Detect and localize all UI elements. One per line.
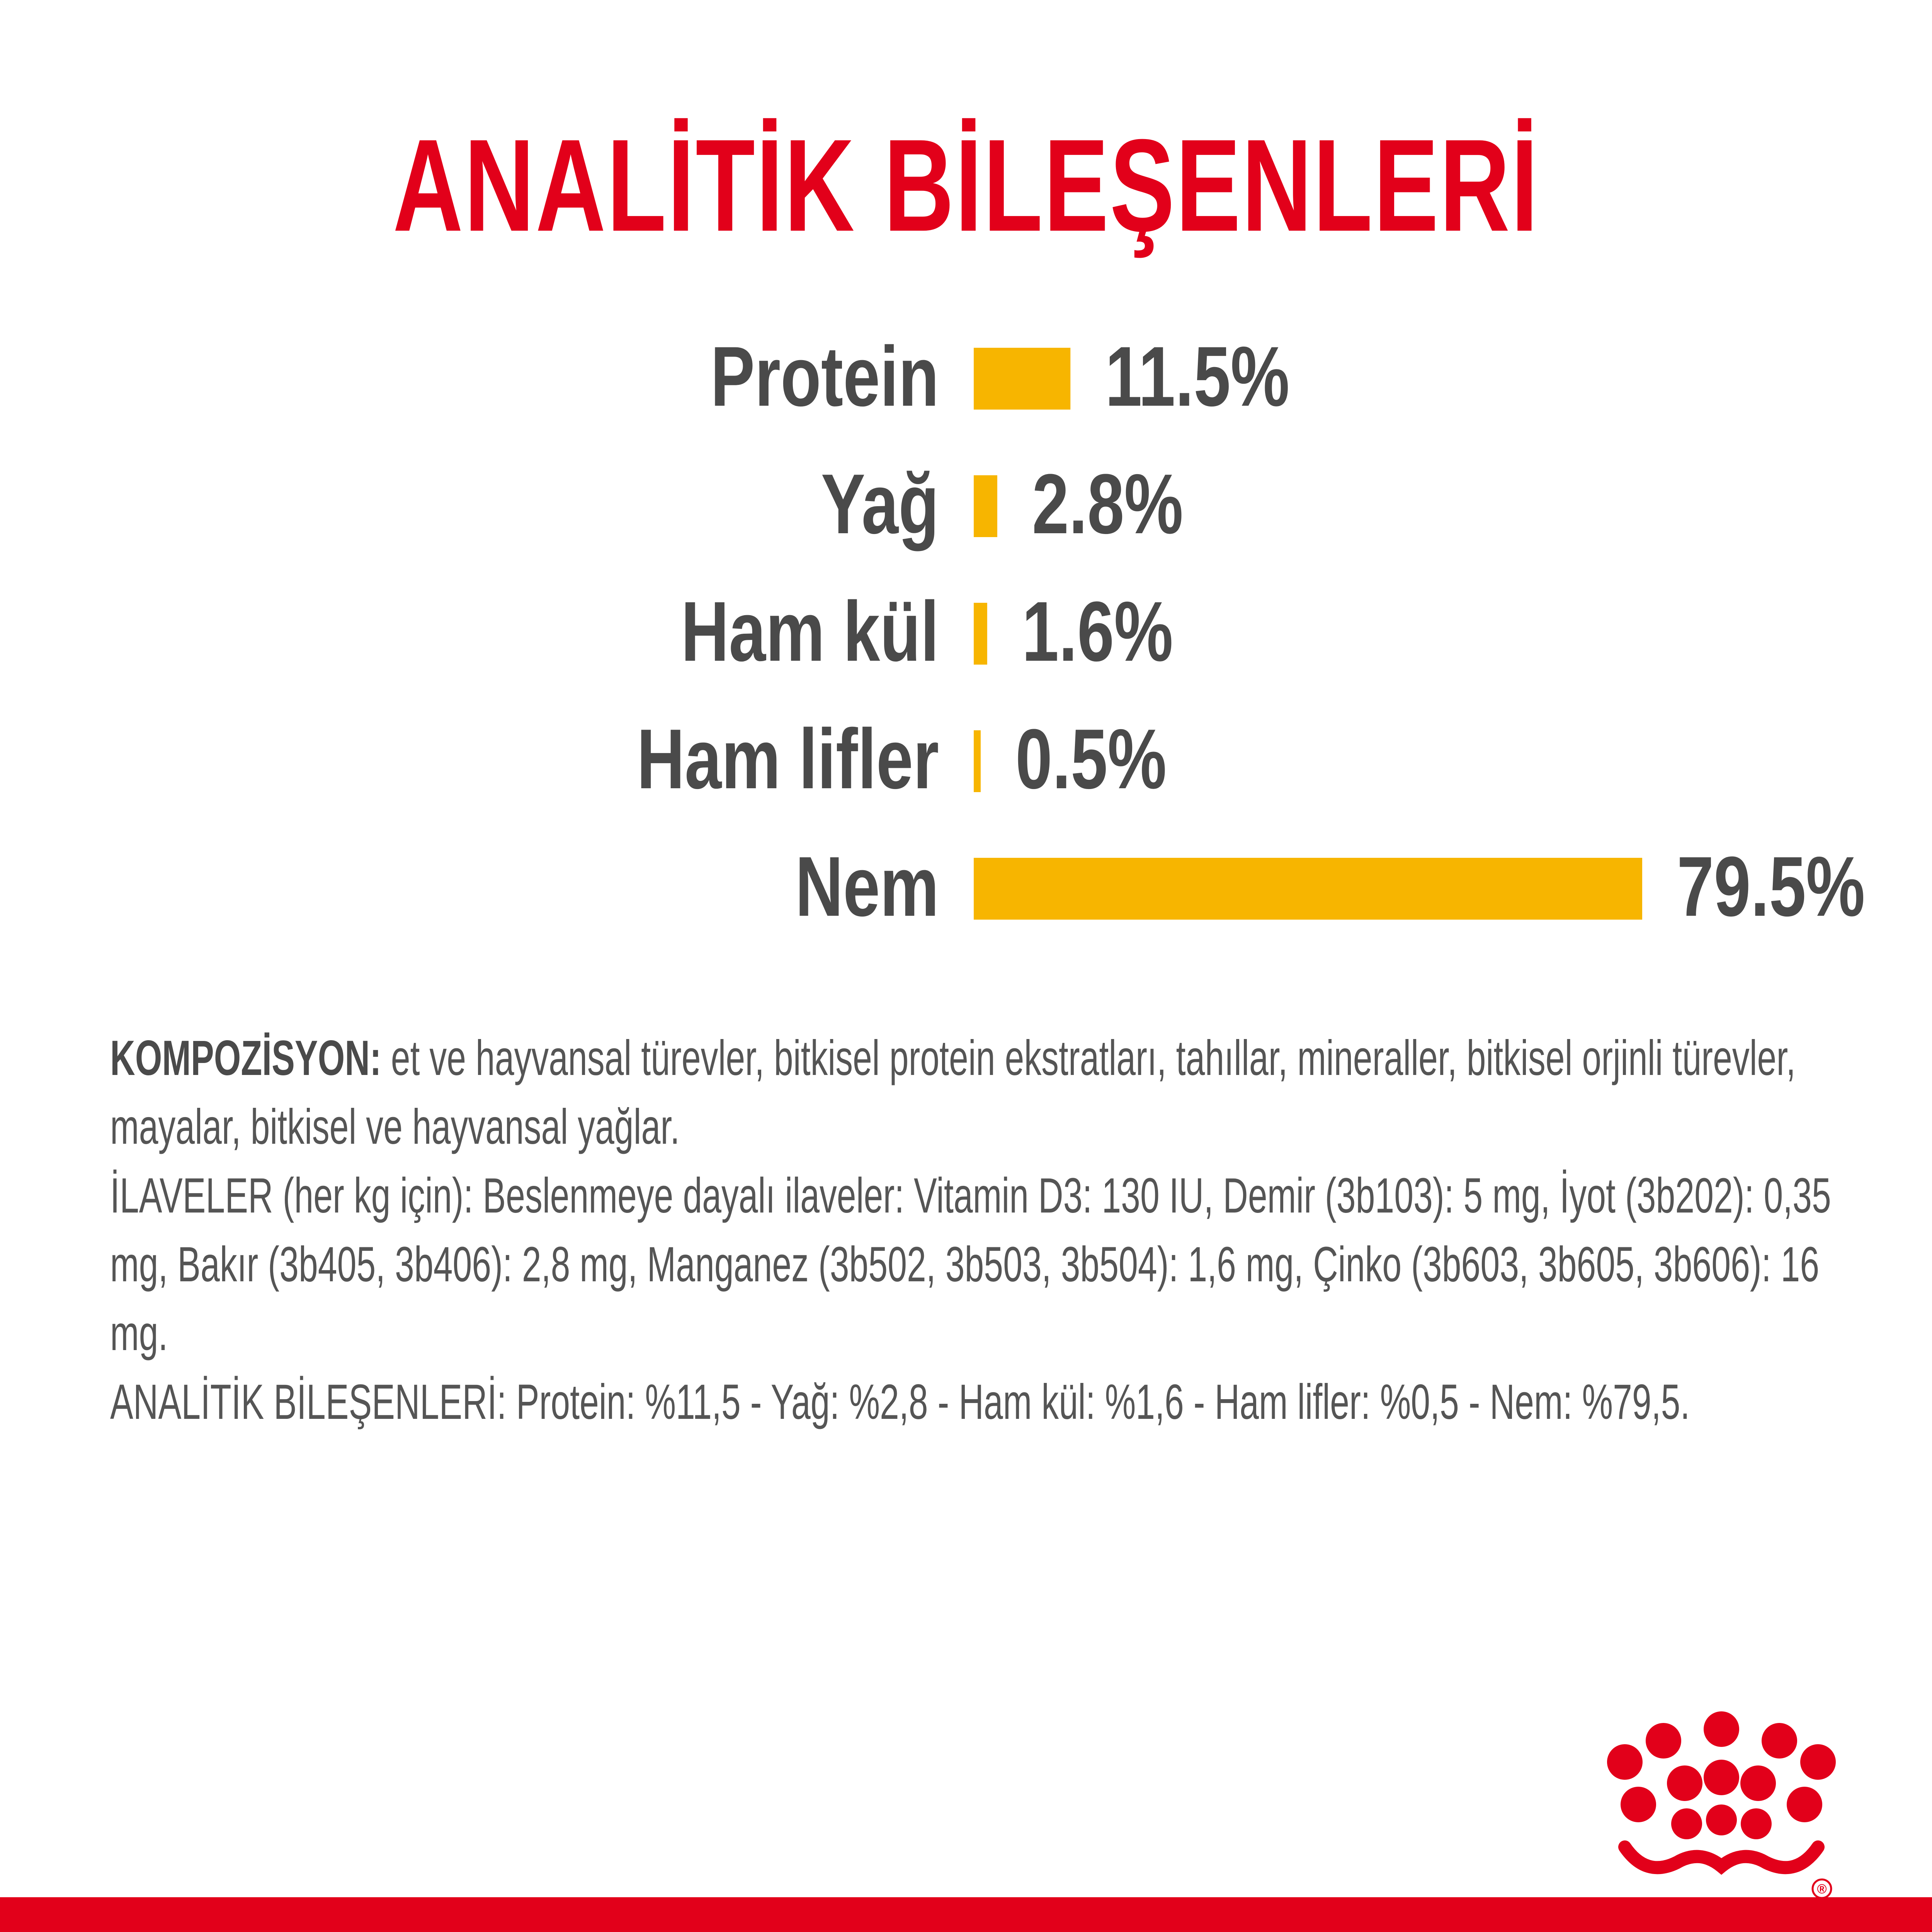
crown-dot	[1762, 1723, 1797, 1759]
category-label: Protein	[710, 328, 939, 424]
value-label: 2.8%	[1032, 456, 1184, 551]
crown-icon	[1584, 1700, 1855, 1909]
crown-dot	[1621, 1787, 1656, 1822]
crown-dots	[1607, 1711, 1836, 1839]
page-title: ANALİTİK BİLEŞENLERİ	[393, 112, 1539, 259]
bar	[974, 858, 1642, 920]
value-label: 11.5%	[1105, 328, 1290, 424]
bar	[974, 348, 1070, 410]
crown-band	[1625, 1847, 1818, 1867]
bottom-band	[0, 1897, 1932, 1932]
registered-mark: ®	[1817, 1882, 1827, 1896]
crown-dot	[1704, 1760, 1739, 1795]
value-label: 1.6%	[1022, 583, 1173, 679]
category-label: Ham kül	[681, 583, 939, 679]
category-label: Ham lifler	[637, 711, 939, 806]
kompozisyon-label: KOMPOZİSYON:	[110, 1031, 381, 1086]
analytic-bar-chart	[0, 309, 1932, 966]
ilaveler-paragraph: İLAVELER (her kg için): Beslenmeye dayalı ilaveler: Vitamin D3: 130 IU, Demir (3b103): 5 mg, İyot (3b202): 0,35 mg, Bakır (3b405, 3b406): 2,8 mg, Manganez (3b502, 3b503, 3b504): 1,6 mg, Çinko (3b603, 3b605, 3b606): 16 mg.	[110, 1168, 1831, 1361]
bar	[974, 475, 997, 537]
value-label: 0.5%	[1015, 711, 1167, 806]
crown-dot	[1667, 1765, 1702, 1801]
crown-dot	[1607, 1744, 1643, 1780]
bar	[974, 730, 981, 792]
crown-dot	[1671, 1808, 1702, 1839]
crown-dot	[1800, 1744, 1836, 1780]
kompozisyon-body: et ve hayvansal türevler, bitkisel protein ekstratları, tahıllar, mineraller, bitkisel orjinli türevler, mayalar, bitkisel ve hayvansal yağlar.	[110, 1031, 1796, 1155]
kompozisyon-paragraph	[110, 1024, 1841, 1162]
bar	[974, 603, 987, 665]
crown-dot	[1740, 1765, 1776, 1801]
crown-dot	[1741, 1808, 1772, 1839]
crown-dot	[1706, 1804, 1737, 1835]
composition-text	[110, 1024, 1841, 1437]
crown-dot	[1704, 1711, 1739, 1747]
category-label: Yağ	[821, 456, 939, 551]
crown-dot	[1787, 1787, 1822, 1822]
analitik-paragraph: ANALİTİK BİLEŞENLERİ: Protein: %11,5 - Yağ: %2,8 - Ham kül: %1,6 - Ham lifler: %0,5 - Nem: %79,5.	[110, 1374, 1690, 1430]
category-label: Nem	[795, 838, 939, 934]
value-label: 79.5%	[1677, 838, 1865, 934]
crown-dot	[1646, 1723, 1681, 1759]
